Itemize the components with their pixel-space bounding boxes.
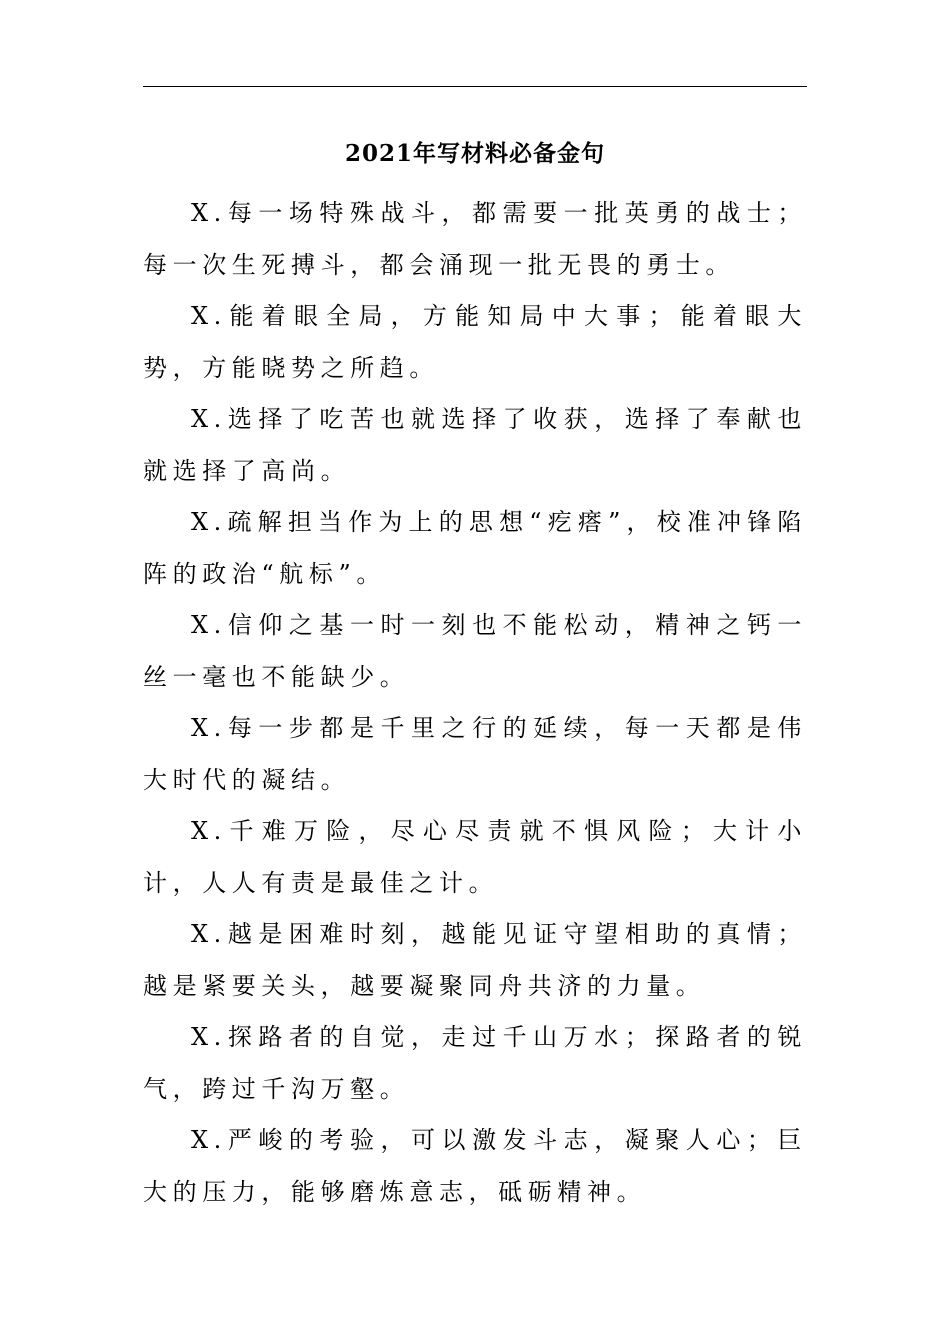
document-title: 2021年写材料必备金句: [344, 140, 605, 167]
paragraph: X.能着眼全局，方能知局中大事；能着眼大势，方能晓势之所趋。: [143, 302, 807, 382]
paragraph: X.信仰之基一时一刻也不能松动，精神之钙一丝一毫也不能缺少。: [143, 611, 807, 691]
paragraph: X.每一场特殊战斗，都需要一批英勇的战士；每一次生死搏斗，都会涌现一批无畏的勇士。: [143, 199, 807, 279]
paragraph: X.疏解担当作为上的思想“疙瘩”，校准冲锋陷阵的政治“航标”。: [143, 508, 807, 588]
paragraph: X.严峻的考验，可以激发斗志，凝聚人心；巨大的压力，能够磨炼意志，砥砺精神。: [143, 1126, 807, 1206]
paragraph: X.选择了吃苦也就选择了收获，选择了奉献也就选择了高尚。: [143, 405, 807, 485]
paragraph: X.越是困难时刻，越能见证守望相助的真情；越是紧要关头，越要凝聚同舟共济的力量。: [143, 920, 807, 1000]
header-rule: [143, 86, 807, 87]
document-body: [143, 188, 807, 1218]
paragraph: X.千难万险，尽心尽责就不惧风险；大计小计，人人有责是最佳之计。: [143, 817, 807, 897]
paragraph: X.探路者的自觉，走过千山万水；探路者的锐气，跨过千沟万壑。: [143, 1023, 807, 1103]
paragraph: X.每一步都是千里之行的延续，每一天都是伟大时代的凝结。: [143, 714, 807, 794]
